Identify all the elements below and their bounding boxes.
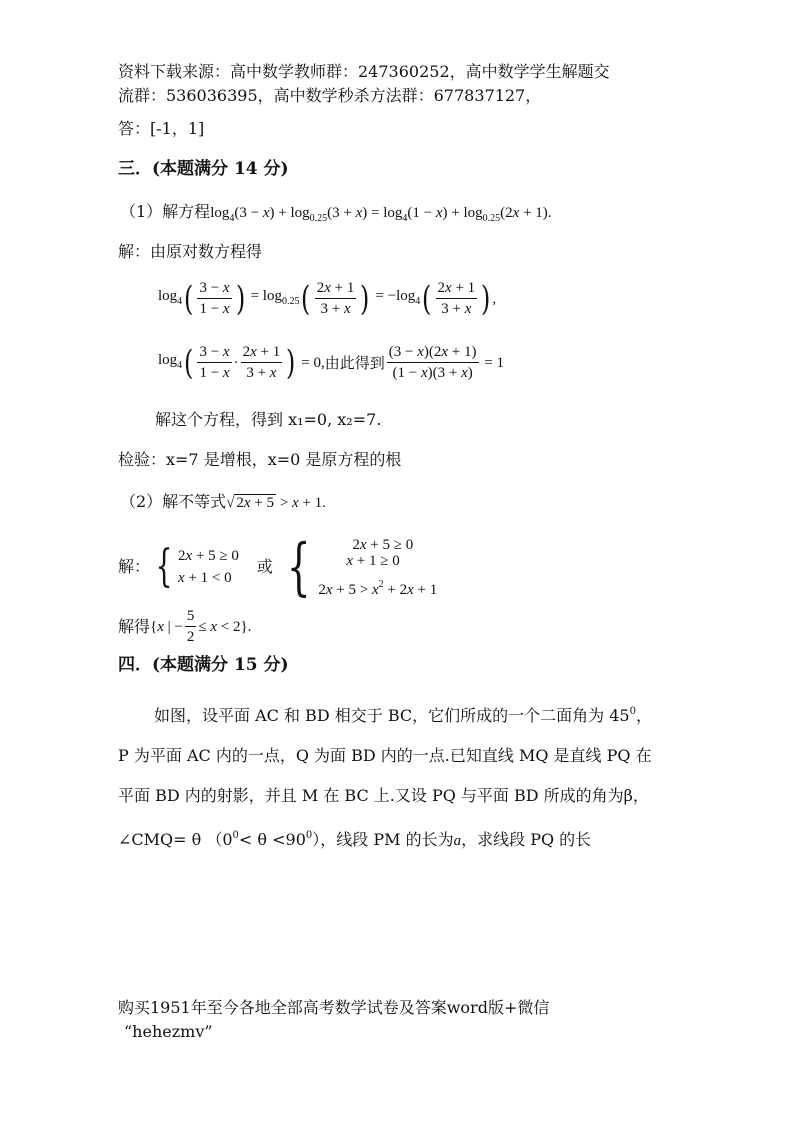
footer-line-2: “hehezmv” [124, 1022, 213, 1041]
system-1: 2x + 5 ≥ 0 x + 1 < 0 [178, 548, 239, 586]
check-line: 检验：x=7 是增根，x=0 是原方程的根 [118, 450, 402, 469]
result-label: 解得 [118, 616, 151, 636]
part-2-label: （2）解不等式 [120, 492, 227, 511]
section-4-line-2: P 为平面 AC 内的一点，Q 为面 BD 内的一点.已知直线 MQ 是直线 PQ 在 [118, 746, 652, 765]
inequality: √ 2x + 5 > x + 1. [226, 495, 326, 511]
section-4-line-3: 平面 BD 内的射影，并且 M 在 BC 上.又设 PQ 与平面 BD 所成的角为β， [118, 786, 649, 805]
system-solution: 解： { 2x + 5 ≥ 0 x + 1 < 0 或 { 2x + 5 ≥ 0 x + 1 ≥ 0 $2x + 5 > x^2 + 2x + 1$ [118, 530, 438, 603]
section-4-line-1: 如图，设平面 AC 和 BD 相交于 BC，它们所成的一个二面角为 $45^0$， [154, 706, 652, 725]
section-4-line-4: ∠CMQ= θ $(0^0< \theta <90^0)$，线段 PM 的长为a，求线段 PQ 的长 [118, 830, 592, 849]
derivation-line-1: $\log_4$ ( $\frac{3 - x}{1 - x}$ ) = $\log_{0.25}$ ( $\frac{2x + 1}{3 + x}$ ) = $-\log_4$ ( $\frac{2x + 1}{3 + x}$ ) , [158, 278, 497, 319]
or-text: 或 [256, 557, 273, 576]
derive-text: 由此得到 [324, 353, 385, 372]
solve-line: 解这个方程，得到 x₁=0, x₂=7. [155, 410, 382, 429]
solution-label: 解：由原对数方程得 [118, 242, 263, 261]
header-line-1: 资料下载来源：高中数学教师群：247360252，高中数学学生解题交 [118, 62, 610, 81]
sol2-label: 解： [118, 557, 151, 576]
section-3-title: 三．(本题满分 14 分) [118, 159, 289, 179]
footer-line-1: 购买1951年至今各地全部高考数学试卷及答案word版+微信 [118, 998, 550, 1017]
section-4-title: 四．(本题满分 15 分) [118, 655, 289, 675]
equation-1: $\log_4(3 - x) + \log_{0.25}(3 + x) = \log_4(1 - x) + \log_{0.25}(2x + 1)$. [210, 205, 552, 224]
part-1-label: （1）解方程 [120, 202, 211, 221]
header-line-2: 流群：536036395，高中数学秒杀方法群：677837127， [118, 86, 542, 105]
part-2-problem [120, 490, 326, 515]
section-4-body [118, 692, 678, 861]
previous-answer: 答：[-1，1] [118, 119, 205, 138]
system-2: 2x + 5 ≥ 0 x + 1 ≥ 0 $2x + 5 > x^2 + 2x + 1$ [318, 536, 438, 598]
result-line: 解得 {x | − $\frac{5}{2}$ ≤ x < 2}. [118, 608, 252, 645]
derivation-line-2: $\log_4$ ( $\frac{3 - x}{1 - x}$ · $\frac{2x + 1}{3 + x}$ ) = 0, 由此得到 $\frac{(3 - x)(2x + 1)}{(1 - x)(3 + x)}$ = 1 [158, 342, 504, 383]
part-1-problem [120, 200, 552, 231]
